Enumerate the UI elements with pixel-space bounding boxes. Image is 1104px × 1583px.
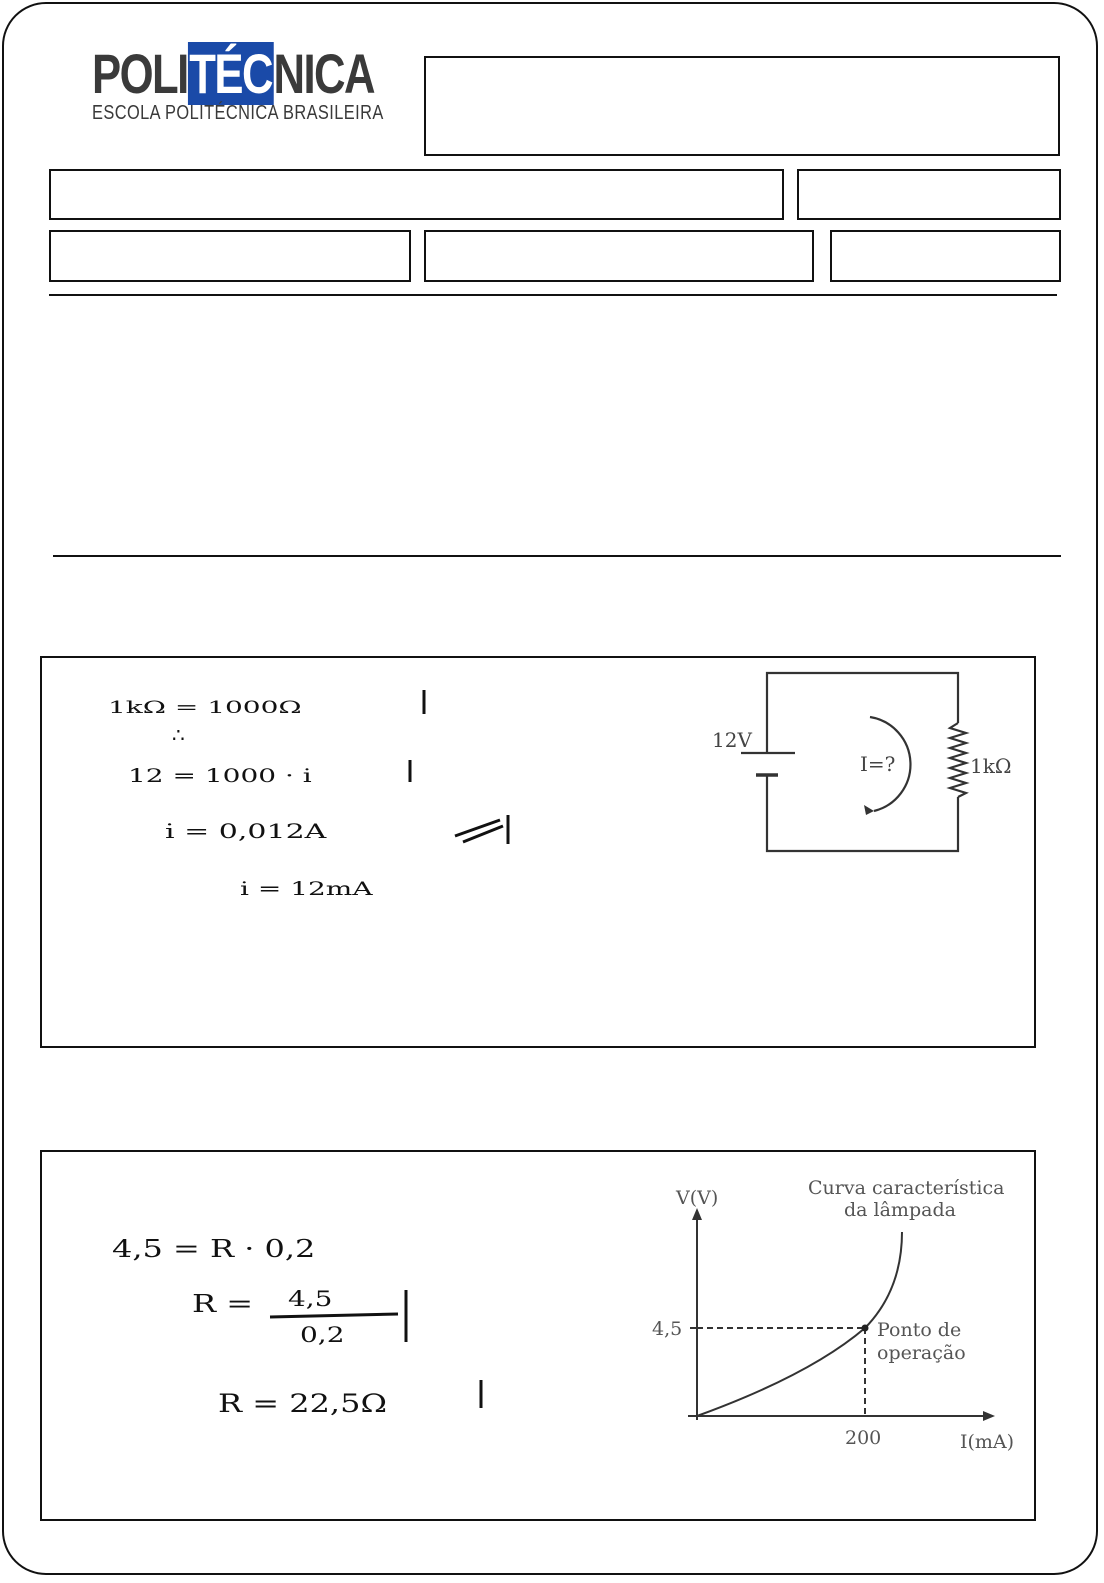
y-tick-label: 4,5 — [652, 1318, 683, 1340]
resistor-label: 1kΩ — [970, 754, 1012, 778]
x-axis-arrow — [983, 1411, 995, 1421]
y-axis-arrow — [692, 1208, 702, 1220]
point-label-line-2: operação — [877, 1342, 966, 1364]
current-label: I=? — [860, 752, 896, 776]
logo-subtitle: ESCOLA POLITÉCNICA BRASILEIRA — [92, 102, 384, 124]
q2-work-line-2-den: 0,2 — [300, 1322, 345, 1348]
q2-work-line-2-lhs: R = — [192, 1289, 254, 1318]
point-label-line-1: Ponto de — [877, 1319, 962, 1341]
q1-work-line-2: ∴ — [172, 723, 185, 747]
q1-work-line-1: 1kΩ = 1000Ω — [107, 698, 302, 718]
curve-label-line-2: da lâmpada — [844, 1199, 956, 1221]
q2-work-line-2-num: 4,5 — [288, 1286, 333, 1312]
x-tick-label: 200 — [845, 1427, 882, 1449]
q1-work-line-3: 12 = 1000 · i — [128, 765, 312, 787]
logo-wordmark: POLITÉCNICA — [92, 42, 375, 105]
curve-label-line-1: Curva característica — [808, 1177, 1005, 1199]
source-label: 12V — [712, 728, 752, 752]
operating-point — [862, 1325, 869, 1332]
lamp-characteristic-graph — [640, 1170, 1030, 1470]
y-axis-label: V(V) — [676, 1187, 719, 1209]
lamp-curve — [697, 1232, 902, 1416]
q2-work-line-3: R = 22,5Ω — [218, 1388, 387, 1419]
q1-work-line-4: i = 0,012A — [165, 820, 327, 843]
q2-work-line-1: 4,5 = R · 0,2 — [112, 1234, 316, 1263]
x-axis-label: I(mA) — [960, 1431, 1015, 1453]
q1-work-line-5: i = 12mA — [240, 878, 373, 900]
